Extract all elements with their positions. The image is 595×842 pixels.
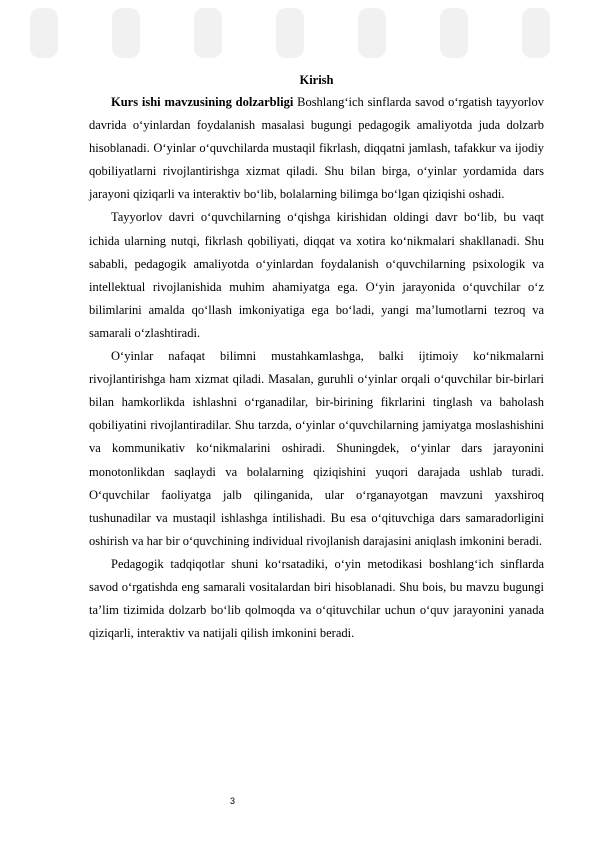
paragraph-2: Tayyorlov davri o‘quvchilarning o‘qishga kirishidan oldingi davr bo‘lib, bu vaqt ichida ularning nutqi, fikrlash qobiliyati, diqqat va xotira ko‘nikmalari shakllanadi. Shu sababli, pedagogik amaliyotda o‘yinlardan foydalanish o‘quvchilarning psixologik va intellektual rivojlanishida muhim ahamiyatga ega. O‘yin jarayonida o‘quvchilar o‘z bilimlarini amalda qo‘llash imkoniyatiga ega bo‘ladi, yangi ma’lumotlarni tezroq va samarali o‘zlashtiradi. (89, 210, 544, 340)
paragraph-1-text: Boshlang‘ich sinflarda savod o‘rgatish tayyorlov davrida o‘yinlardan foydalanish masalasi bugungi pedagogik amaliyotda juda dolzarb hisoblanadi. O‘yinlar o‘quvchilarda mustaqil fikrlash, diqqatni jamlash, tafakkur va ijodiy qobiliyatlarni rivojlantirishga xizmat qiladi. Shu bilan birga, o‘yinlar yordamida dars jarayoni qiziqarli va interaktiv bo‘lib, bolalarning bilimga bo‘lgan qiziqishi oshadi. (89, 95, 544, 202)
paragraph-3: O‘yinlar nafaqat bilimni mustahkamlashga, balki ijtimoiy ko‘nikmalarni rivojlantirishga ham xizmat qiladi. Masalan, guruhli o‘yinlar orqali o‘quvchilar bir-birlari bilan hamkorlikda ishlashni o‘rganadilar, bir-birining fikrlarini tinglash va baholash qobiliyatini rivojlantiradilar. Shu tarzda, o‘yinlar o‘quvchilarning jamiyatga moslashishini va kommunikativ ko‘nikmalarini oshiradi. Shuningdek, o‘yinlar dars jarayonini monotonlikdan saqlaydi va bolalarning qiziqishini yuqori darajada ushlab turadi. O‘quvchilar faoliyatga jalb qilinganida, ular o‘rganayotgan mavzuni yaxshiroq tushunadilar va mustaqil ishlashga intilishadi. Bu esa o‘qituvchiga dars samaradorligini oshirish va har bir o‘quvchining individual rivojlanish darajasini aniqlash imkonini beradi. (89, 349, 544, 548)
section-heading: Kirish (299, 73, 334, 87)
paragraph-1 (89, 91, 544, 206)
paragraph-4: Pedagogik tadqiqotlar shuni ko‘rsatadiki, o‘yin metodikasi boshlang‘ich sinflarda savod o‘rgatishda eng samarali vositalardan biri hisoblanadi. Shu bois, bu mavzu bugungi ta’lim tizimida dolzarb bo‘lib qolmoqda va o‘qituvchilar uchun o‘quv jarayonini yanada qiziqarli, interaktiv va natijali qilish imkonini beradi. (89, 556, 544, 641)
paragraph-lead: Kurs ishi mavzusining dolzarbligi (111, 95, 294, 109)
document-page (89, 70, 544, 645)
page-number: 3 (230, 796, 236, 806)
